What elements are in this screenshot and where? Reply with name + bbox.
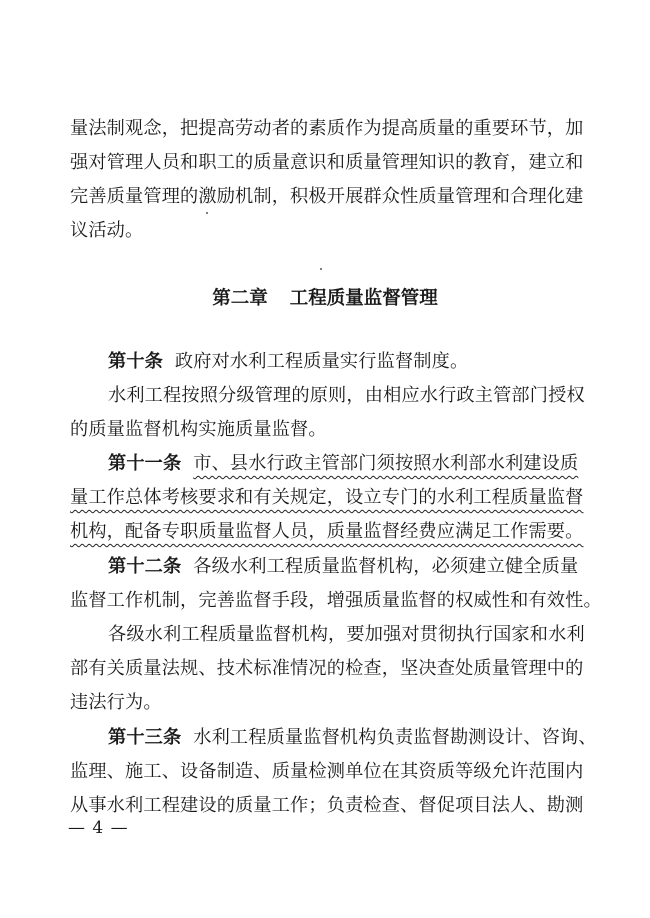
text-line: 从事水利工程建设的质量工作；负责检查、督促项目法人、勘测 [70,795,584,816]
text-line: 部有关质量法规、技术标准情况的检查，坚决查处质量管理中的 [70,658,584,679]
article-12-text: 各级水利工程质量监督机构，必须建立健全质量 [193,556,579,577]
article-11-text: 市、县水行政主管部门须按照水利部水利建设质 [193,453,579,474]
text-line: 各级水利工程质量监督机构，要加强对贯彻执行国家和水利 [108,624,585,645]
article-13-text: 水利工程质量监督机构负责监督勘测设计、咨询、 [193,727,597,748]
page-number: — 4 — [68,818,129,838]
text-line: 水利工程按照分级管理的原则，由相应水行政主管部门授权 [108,385,585,406]
chapter-heading [0,287,650,311]
article-13-line [108,726,597,750]
text-line [70,520,584,544]
article-10-label: 第十条 [108,351,164,372]
article-12-label: 第十二条 [108,556,182,577]
text-line: 监督工作机制，完善监督手段，增强质量监督的权威性和有效性。 [70,590,602,611]
text-line: 议活动。 [70,220,144,241]
article-11-label: 第十一条 [108,453,182,474]
text-line [70,486,584,510]
text-line: 完善质量管理的激励机制，积极开展群众性质量管理和合理化建 [70,186,584,207]
text-line: 监理、施工、设备制造、质量检测单位在其资质等级允许范围内 [70,761,584,782]
article-11-text: 量工作总体考核要求和有关规定，设立专门的水利工程质量监督 [70,487,584,508]
scan-speck [320,268,322,270]
text-line: 违法行为。 [70,692,162,713]
article-11-text: 机构，配备专职质量监督人员，质量监督经费应满足工作需要。 [70,521,584,542]
text-line: 的质量监督机构实施质量监督。 [70,419,327,440]
chapter-title: 工程质量监督管理 [289,288,438,309]
text-line: 强对管理人员和职工的质量意识和质量管理知识的教育，建立和 [70,152,584,173]
article-10-line [108,350,566,374]
text-line: 量法制观念，把提高劳动者的素质作为提高质量的重要环节，加 [70,118,584,139]
chapter-number: 第二章 [212,288,268,309]
article-13-label: 第十三条 [108,727,182,748]
article-11-line [108,452,579,476]
article-10-text: 政府对水利工程质量实行监督制度。 [174,351,469,372]
article-12-line [108,555,579,579]
scan-speck [206,212,208,214]
